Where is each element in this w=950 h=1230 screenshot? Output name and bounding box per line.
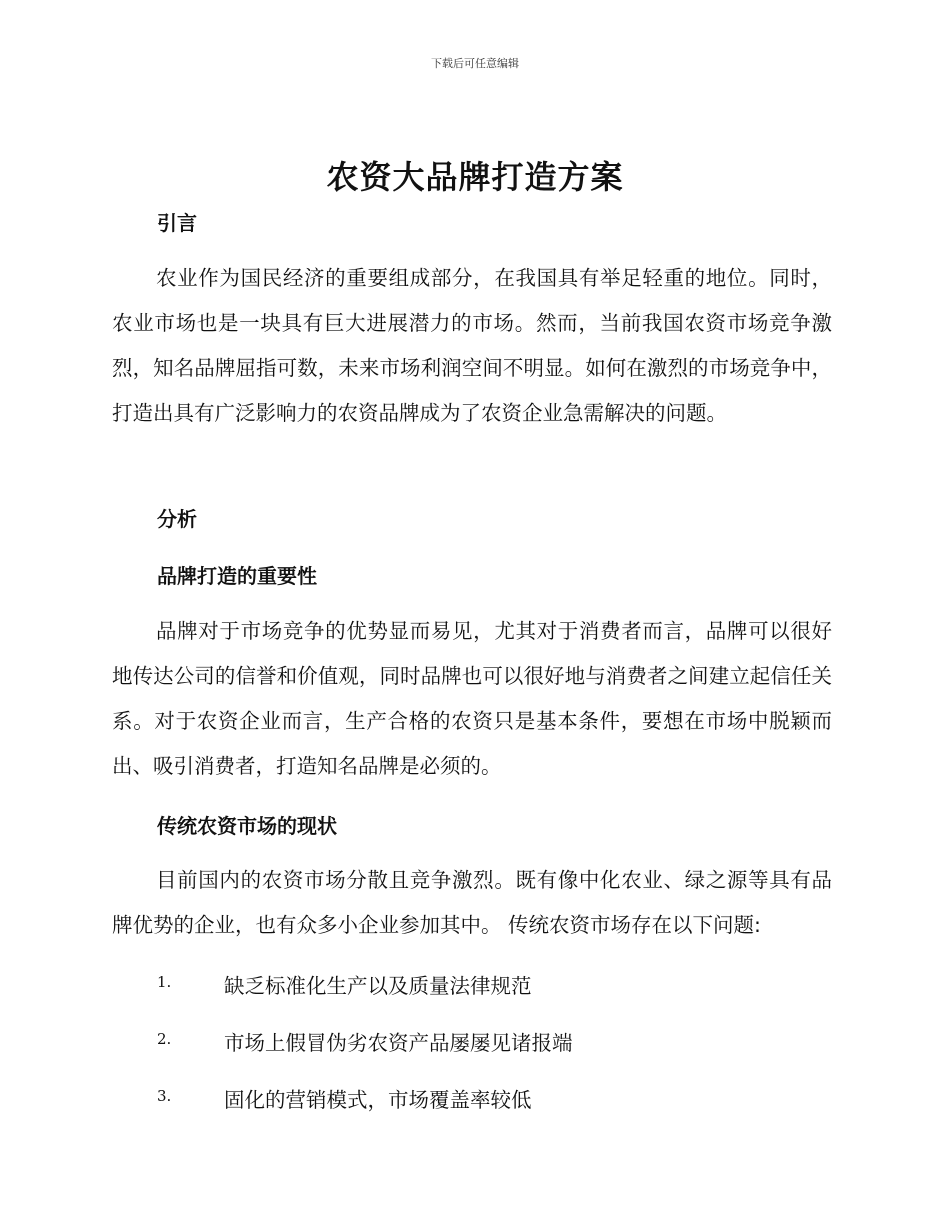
list-item-text: 缺乏标准化生产以及质量法律规范 — [224, 974, 532, 998]
importance-paragraph: 品牌对于市场竞争的优势显而易见，尤其对于消费者而言，品牌可以很好地传达公司的信誉和价值观，同时品牌也可以很好地与消费者之间建立起信任关系。对于农资企业而言，生产合格的农资只是基本条件，要想在市场中脱颖而出、吸引消费者，打造知名品牌是必须的。 — [112, 619, 832, 778]
section-heading-analysis: 分析 — [157, 507, 197, 531]
subsection-heading-market-status: 传统农资市场的现状 — [157, 814, 337, 838]
list-item-number: 3. — [157, 1087, 172, 1105]
page-title: 农资大品牌打造方案 — [326, 158, 624, 196]
intro-paragraph: 农业作为国民经济的重要组成部分，在我国具有举足轻重的地位。同时，农业市场也是一块具有巨大进展潜力的市场。然而，当前我国农资市场竞争激烈，知名品牌屈指可数，未来市场利润空间不明显。如何在激烈的市场竞争中，打造出具有广泛影响力的农资品牌成为了农资企业急需解决的问题。 — [112, 266, 832, 425]
market-status-paragraph: 目前国内的农资市场分散且竞争激烈。既有像中化农业、绿之源等具有品牌优势的企业，也有众多小企业参加其中。 传统农资市场存在以下问题: — [112, 868, 832, 937]
list-item — [0, 1026, 950, 1056]
list-item — [0, 1083, 950, 1113]
header-note: 下载后可任意编辑 — [431, 57, 519, 70]
list-item-text: 固化的营销模式，市场覆盖率较低 — [224, 1088, 532, 1112]
list-item — [0, 969, 950, 999]
section-heading-intro: 引言 — [157, 211, 197, 235]
list-item-number: 1. — [157, 973, 172, 991]
subsection-heading-importance: 品牌打造的重要性 — [157, 564, 317, 588]
list-item-text: 市场上假冒伪劣农资产品屡屡见诸报端 — [224, 1031, 573, 1055]
list-item-number: 2. — [157, 1030, 172, 1048]
